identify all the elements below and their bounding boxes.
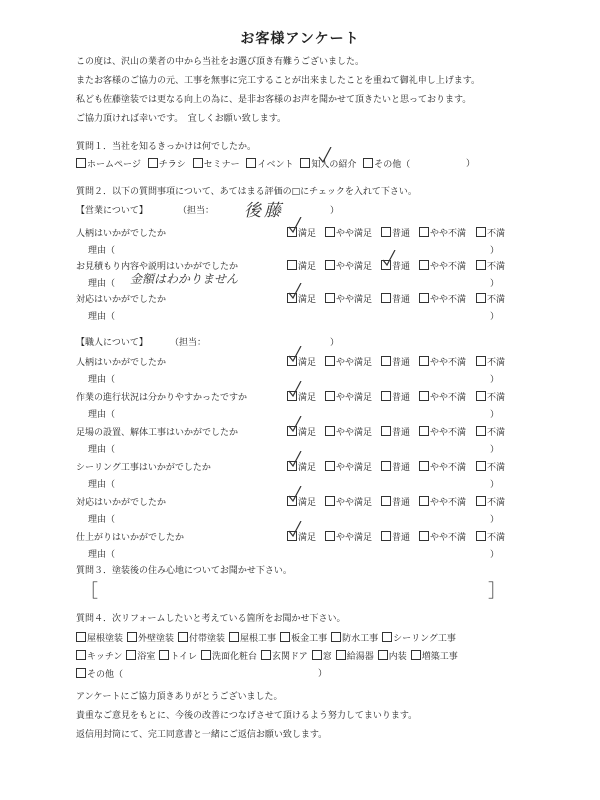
q4-option[interactable]: キッチン <box>76 650 122 663</box>
checkbox[interactable] <box>287 260 297 270</box>
checkbox[interactable] <box>378 650 388 660</box>
rating-option[interactable]: やや満足 <box>325 495 372 508</box>
reason-close-paren: ） <box>490 515 500 525</box>
q3-question: 質問３．塗装後の住み心地についてお聞かせ下さい。 <box>76 566 292 576</box>
q4-option[interactable]: 洗面化粧台 <box>201 650 257 663</box>
checkbox[interactable] <box>336 650 346 660</box>
checkbox[interactable] <box>381 496 391 506</box>
checkbox[interactable] <box>178 632 188 642</box>
q4-option[interactable]: 防水工事 <box>331 632 378 645</box>
rating-option[interactable]: 満足 <box>287 390 316 403</box>
q4-option[interactable]: その他（ <box>76 668 123 681</box>
checkbox-checked[interactable] <box>287 391 297 401</box>
rating-option[interactable]: やや不満 <box>419 355 466 368</box>
checkbox-checked[interactable] <box>300 158 310 168</box>
reason-label: 理由（ <box>88 312 116 322</box>
closing-line-3: 返信用封筒にて、完工同意書と一緒にご返信お願い致します。 <box>76 730 328 740</box>
q2-question: 質問２．以下の質問事項について、あてはまる評価の□にチェックを入れて下さい。 <box>76 187 417 197</box>
handwritten-reason: 金額はわかりません <box>130 272 239 286</box>
reason-label: 理由（ <box>88 480 116 490</box>
reason-close-paren: ） <box>490 445 500 455</box>
checkbox[interactable] <box>419 391 429 401</box>
q4-option[interactable]: 窓 <box>312 650 332 663</box>
checkbox[interactable] <box>201 650 211 660</box>
reason-close-paren: ） <box>490 375 500 385</box>
rating-option[interactable]: 満足 <box>287 355 316 368</box>
checkbox[interactable] <box>476 260 486 270</box>
q4-option[interactable]: 板金工事 <box>280 632 327 645</box>
reason-close-paren: ） <box>490 480 500 490</box>
intro-line-1: この度は、沢山の業者の中から当社をお選び頂き有難うございました。 <box>76 57 365 67</box>
rating-option[interactable]: 普通 <box>381 495 410 508</box>
checkbox[interactable] <box>325 391 335 401</box>
q1-question: 質問１．当社を知るきっかけは何でしたか。 <box>76 142 257 152</box>
q3-answer-area[interactable] <box>100 580 480 600</box>
rating-option[interactable]: 不満 <box>476 530 505 543</box>
q3-bracket-close: ］ <box>488 581 506 602</box>
rating-option[interactable]: やや不満 <box>419 425 466 438</box>
question-item-label: 対応はいかがでしたか <box>76 295 167 305</box>
q4-option[interactable]: 外壁塗装 <box>127 632 174 645</box>
q4-row-3 <box>76 668 127 681</box>
q4-option[interactable]: シーリング工事 <box>382 632 456 645</box>
checkbox[interactable] <box>476 531 486 541</box>
rating-option[interactable]: やや不満 <box>419 390 466 403</box>
rating-option[interactable]: やや不満 <box>419 495 466 508</box>
q4-option[interactable]: 屋根塗装 <box>76 632 123 645</box>
rating-option[interactable]: 普通 <box>381 425 410 438</box>
checkbox[interactable] <box>229 632 239 642</box>
closing-line-1: アンケートにご協力頂きありがとうございました。 <box>76 692 283 702</box>
intro-line-4: ご協力頂ければ幸いです。 宜しくお願い致します。 <box>76 114 287 124</box>
checkbox[interactable] <box>419 496 429 506</box>
checkbox[interactable] <box>325 227 335 237</box>
checkbox[interactable] <box>325 293 335 303</box>
q4-option[interactable]: 玄関ドア <box>261 650 308 663</box>
rating-option[interactable]: 普通 <box>381 292 410 305</box>
q4-option[interactable]: 浴室 <box>126 650 155 663</box>
checkbox-checked[interactable] <box>287 227 297 237</box>
q4-option[interactable]: 増築工事 <box>411 650 458 663</box>
checkbox[interactable] <box>193 158 203 168</box>
rating-option[interactable]: 満足 <box>287 259 316 272</box>
checkbox[interactable] <box>261 650 271 660</box>
craft-header: 【職人について】 <box>76 338 148 348</box>
checkbox[interactable] <box>381 293 391 303</box>
rating-option[interactable]: 普通 <box>381 390 410 403</box>
checkbox[interactable] <box>419 293 429 303</box>
rating-option[interactable]: 不満 <box>476 460 505 473</box>
checkbox[interactable] <box>325 260 335 270</box>
q4-row-1 <box>76 632 460 645</box>
question-item-label: 対応はいかがでしたか <box>76 498 167 508</box>
checkbox[interactable] <box>381 391 391 401</box>
q4-option[interactable]: 給湯器 <box>336 650 374 663</box>
checkbox[interactable] <box>419 260 429 270</box>
checkbox[interactable] <box>76 668 86 678</box>
craft-staff-close: ） <box>330 338 340 348</box>
page-title: お客様アンケート <box>240 31 360 47</box>
checkbox[interactable] <box>246 158 256 168</box>
rating-option[interactable]: やや不満 <box>419 530 466 543</box>
reason-label: 理由（ <box>88 550 116 560</box>
checkbox[interactable] <box>419 227 429 237</box>
rating-option[interactable]: 不満 <box>476 425 505 438</box>
rating-option[interactable]: やや満足 <box>325 425 372 438</box>
checkbox[interactable] <box>280 632 290 642</box>
q1-close-paren: ） <box>466 159 476 169</box>
q4-option[interactable]: トイレ <box>159 650 197 663</box>
rating-option[interactable]: やや不満 <box>419 460 466 473</box>
intro-line-2: またお客様のご協力の元、工事を無事に完工することが出来ましたことを重ねて御礼申し上げます。 <box>76 76 481 86</box>
rating-option[interactable]: 不満 <box>476 226 505 239</box>
checkbox[interactable] <box>325 496 335 506</box>
checkbox-checked[interactable] <box>287 426 297 436</box>
reason-close-paren: ） <box>490 550 500 560</box>
sales-header: 【営業について】 <box>76 206 148 216</box>
rating-option[interactable]: 満足 <box>287 425 316 438</box>
rating-option[interactable]: 普通 <box>381 226 410 239</box>
sales-staff-label: （担当： <box>178 206 215 216</box>
checkbox[interactable] <box>419 461 429 471</box>
q1-option[interactable]: 知人の紹介 <box>300 158 356 171</box>
rating-option[interactable]: 不満 <box>476 292 505 305</box>
rating-option[interactable]: やや満足 <box>325 460 372 473</box>
rating-option[interactable]: やや満足 <box>325 226 372 239</box>
checkbox[interactable] <box>76 632 86 642</box>
reason-label: 理由（ <box>88 279 116 289</box>
checkbox-checked[interactable] <box>287 293 297 303</box>
question-item-label: 人柄はいかがでしたか <box>76 229 167 239</box>
rating-option[interactable]: 満足 <box>287 226 316 239</box>
rating-option[interactable]: やや満足 <box>325 292 372 305</box>
reason-label: 理由（ <box>88 375 116 385</box>
reason-label: 理由（ <box>88 515 116 525</box>
q3-bracket-open: ［ <box>80 581 98 602</box>
rating-option[interactable]: やや満足 <box>325 390 372 403</box>
checkbox-checked[interactable] <box>287 496 297 506</box>
checkbox[interactable] <box>381 356 391 366</box>
intro-line-3: 私ども佐藤塗装では更なる向上の為に、是非お客様のお声を聞かせて頂きたいと思っております。 <box>76 95 472 105</box>
q1-option[interactable]: その他（ <box>363 158 410 171</box>
checkbox[interactable] <box>381 227 391 237</box>
question-item-label: 人柄はいかがでしたか <box>76 358 167 368</box>
checkbox[interactable] <box>382 632 392 642</box>
checkbox[interactable] <box>325 461 335 471</box>
checkbox[interactable] <box>126 650 136 660</box>
checkbox[interactable] <box>476 356 486 366</box>
reason-close-paren: ） <box>490 410 500 420</box>
rating-option[interactable]: 普通 <box>381 259 410 272</box>
rating-option[interactable]: 普通 <box>381 530 410 543</box>
checkbox[interactable] <box>419 356 429 366</box>
reason-label: 理由（ <box>88 445 116 455</box>
checkbox[interactable] <box>159 650 169 660</box>
reason-close-paren: ） <box>490 312 500 322</box>
rating-option[interactable]: 不満 <box>476 390 505 403</box>
checkbox[interactable] <box>331 632 341 642</box>
checkbox-checked[interactable] <box>287 461 297 471</box>
rating-option[interactable]: 満足 <box>287 292 316 305</box>
rating-option[interactable]: やや満足 <box>325 355 372 368</box>
question-item-label: シーリング工事はいかがでしたか <box>76 463 211 473</box>
q1-option[interactable]: イベント <box>246 158 293 171</box>
sales-staff-name: 後藤 <box>244 201 284 221</box>
q1-option[interactable]: ホームページ <box>76 158 141 171</box>
rating-option[interactable]: やや不満 <box>419 259 466 272</box>
handwritten-check-mark-icon <box>318 147 332 163</box>
checkbox[interactable] <box>419 426 429 436</box>
checkbox[interactable] <box>381 531 391 541</box>
reason-close-paren: ） <box>490 246 500 256</box>
rating-option[interactable]: 不満 <box>476 355 505 368</box>
q1-option[interactable]: チラシ <box>148 158 186 171</box>
question-item-label: 作業の進行状況は分かりやすかったですか <box>76 393 248 403</box>
checkbox[interactable] <box>476 293 486 303</box>
checkbox[interactable] <box>325 531 335 541</box>
reason-close-paren: ） <box>490 279 500 289</box>
question-item-label: 足場の設置、解体工事はいかがでしたか <box>76 428 239 438</box>
rating-option[interactable]: 普通 <box>381 460 410 473</box>
checkbox[interactable] <box>76 650 86 660</box>
q4-option[interactable]: 屋根工事 <box>229 632 276 645</box>
rating-option[interactable]: やや不満 <box>419 292 466 305</box>
q4-question: 質問４．次リフォームしたいと考えている箇所をお聞かせ下さい。 <box>76 614 346 624</box>
checkbox[interactable] <box>325 426 335 436</box>
reason-label: 理由（ <box>88 246 116 256</box>
rating-option[interactable]: やや不満 <box>419 226 466 239</box>
rating-option[interactable]: 普通 <box>381 355 410 368</box>
craft-staff-label: （担当： <box>170 338 207 348</box>
rating-option[interactable]: やや満足 <box>325 259 372 272</box>
checkbox-checked[interactable] <box>287 356 297 366</box>
closing-line-2: 貴重なご意見をもとに、今後の改善につなげさせて頂けるよう努力してまいります。 <box>76 711 418 721</box>
checkbox[interactable] <box>363 158 373 168</box>
q4-option[interactable]: 付帯塗装 <box>178 632 225 645</box>
sales-staff-close: ） <box>330 206 340 216</box>
checkbox[interactable] <box>127 632 137 642</box>
q4-row-2 <box>76 650 462 663</box>
checkbox[interactable] <box>325 356 335 366</box>
q4-close-paren: ） <box>318 669 328 679</box>
checkbox[interactable] <box>411 650 421 660</box>
checkbox[interactable] <box>381 461 391 471</box>
rating-option[interactable]: やや満足 <box>325 530 372 543</box>
rating-option[interactable]: 不満 <box>476 495 505 508</box>
checkbox[interactable] <box>476 227 486 237</box>
checkbox-checked[interactable] <box>381 260 391 270</box>
q4-option[interactable]: 内装 <box>378 650 407 663</box>
checkbox[interactable] <box>476 496 486 506</box>
checkbox[interactable] <box>476 426 486 436</box>
checkbox[interactable] <box>312 650 322 660</box>
checkbox[interactable] <box>381 426 391 436</box>
checkbox[interactable] <box>148 158 158 168</box>
checkbox[interactable] <box>476 391 486 401</box>
question-item-label: 仕上がりはいかがでしたか <box>76 533 185 543</box>
checkbox[interactable] <box>476 461 486 471</box>
q1-options <box>76 158 414 171</box>
q1-option[interactable]: セミナー <box>193 158 240 171</box>
rating-option[interactable]: 満足 <box>287 460 316 473</box>
rating-option[interactable]: 不満 <box>476 259 505 272</box>
rating-option[interactable]: 満足 <box>287 530 316 543</box>
checkbox-checked[interactable] <box>287 531 297 541</box>
checkbox[interactable] <box>76 158 86 168</box>
reason-label: 理由（ <box>88 410 116 420</box>
question-item-label: お見積もり内容や説明はいかがでしたか <box>76 262 239 272</box>
checkbox[interactable] <box>419 531 429 541</box>
rating-option[interactable]: 満足 <box>287 495 316 508</box>
